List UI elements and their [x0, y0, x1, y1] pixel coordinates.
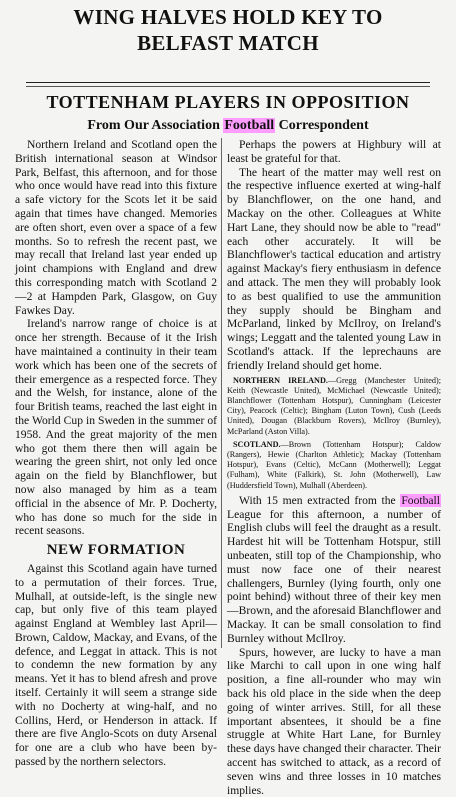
byline-highlight: Football	[224, 118, 275, 133]
article-paragraph: The heart of the matter may well rest on the respective influence exerted at wing-half by Blanchflower, on the one hand, and Mackay on the other. Colleagues at White Hart Lane, they should now be able to "read" each other accurately. It will be Blanchflower's tactical education and artistry against Mackay's fiery enthusiasm in defence and attack. The men they will probably look to as best qualified to use the ammunition they supply should be Bingham and McParland, linked by McIlroy, on Ireland's wings; Leggatt and the talented young Law in Scotland's attack. If the leprechauns are friendly Ireland should get home.	[227, 165, 441, 372]
byline-prefix: From Our Association	[87, 118, 224, 133]
column-divider	[221, 138, 222, 648]
paragraph-text: League for this afternoon, a number of English clubs will feel the draught as a result. Hardest hit will be Tottenham Hotspur, still unbeaten, still top of the Championship, who must now face one of their nearest challengers, Burnley (lying fourth, only one point behind) without three of their key men—Brown, and the aforesaid Blanchflower and Mackay. It can be small consolation to find Burnley without McIlroy.	[227, 507, 441, 645]
lineup-northern-ireland	[227, 376, 441, 437]
top-rule	[26, 82, 430, 83]
article-paragraph: Ireland's narrow range of choice is at once her strength. Because of it the Irish have maintained a continuity in their team work which has been one of the secrets of their emergence as a respected force. They and the Welsh, for instance, alone of the four British teams, reached the last eight in the World Cup in Sweden in the summer of 1958. And the great majority of the men who got them there then will again be wearing the green shirt, not only led once again on the field by Blanchflower, but now also managed by him as a team official in the absence of Mr. P. Docherty, who has done so much for the side in recent seasons.	[15, 317, 217, 538]
subheadline: TOTTENHAM PLAYERS IN OPPOSITION	[46, 92, 410, 112]
lineup-scotland	[227, 440, 441, 491]
highlighted-word: Football	[401, 493, 440, 507]
headline-line-2: BELFAST MATCH	[137, 31, 319, 55]
lineup-label: SCOTLAND.	[233, 439, 281, 449]
article-paragraph: Spurs, however, are lucky to have a man like Marchi to call upon in one wing half position, a fine all-rounder who may win back his old place in the side when the deep going of winter arrives. Still, for all these important absentees, it should be a fine struggle at White Hart Lane, for Burnley these days have changed their character. Their accent has switched to attack, as a record of seven wins and three losses in 10 matches implies.	[227, 645, 441, 797]
byline-suffix: Correspondent	[275, 118, 369, 133]
article-paragraph: Perhaps the powers at Highbury will at least be grateful for that.	[227, 138, 441, 165]
headline-line-1: WING HALVES HOLD KEY TO	[73, 5, 383, 29]
lineup-players: —Brown (Tottenham Hotspur); Caldow (Rangers), Hewie (Charlton Athletic); Mackay (Tottenham Hotspur), Evans (Celtic), McCann (Motherwell); Leggat (Fulham), White (Falkirk), St. John (Motherwell), Law (Huddersfield Town), Mulhall (Aberdeen).	[227, 439, 441, 490]
lineup-players: —Gregg (Manchester United); Keith (Newcastle United), McMichael (Newcastle United); Blanchflower (Tottenham Hotspur), Cunningham (Leicester City), Peacock (Celtic); Bingham (Luton Town), Cush (Leeds United), Dougan (Blackburn Rovers), McIlroy (Burnley), McParland (Aston Villa).	[227, 375, 441, 436]
paragraph-text: With 15 men extracted from the	[239, 493, 401, 507]
article-paragraph: Against this Scotland again have turned to a permutation of their forces. True, Mulhall, at outside-left, is the single new cap, but only five of this team played against England at Wembley last April—Brown, Caldow, Mackay, and Evans, of the defence, and Leggat in attack. This is not to condemn the new formation by any means. Yet it has to blend afresh and prove itself. Certainly it will seem a strange side with no Docherty at wing-half, and no Collins, Herd, or Henderson in attack. If there are five Anglo-Scots on duty Arsenal for one are a club who have been by-passed by the northern selectors.	[15, 561, 217, 769]
left-column	[15, 138, 217, 769]
right-column	[227, 138, 441, 797]
top-rule-thin	[26, 86, 430, 87]
section-heading: NEW FORMATION	[46, 542, 186, 559]
byline	[0, 118, 456, 134]
headline	[0, 4, 456, 56]
lineup-label: NORTHERN IRELAND.	[233, 375, 328, 385]
article-paragraph: Northern Ireland and Scotland open the British international season at Windsor Park, Belfast, this afternoon, and for those who once would have read into this fixture a safe victory for the Scots let it be said again that times have changed. Memories are often short, even over a space of a few months. So to refresh the recent past, we may recall that Ireland last year ended up joint champions with England and drew this corresponding match with Scotland 2—2 at Hampden Park, Glasgow, on Guy Fawkes Day.	[15, 138, 217, 317]
article-paragraph	[227, 494, 441, 646]
